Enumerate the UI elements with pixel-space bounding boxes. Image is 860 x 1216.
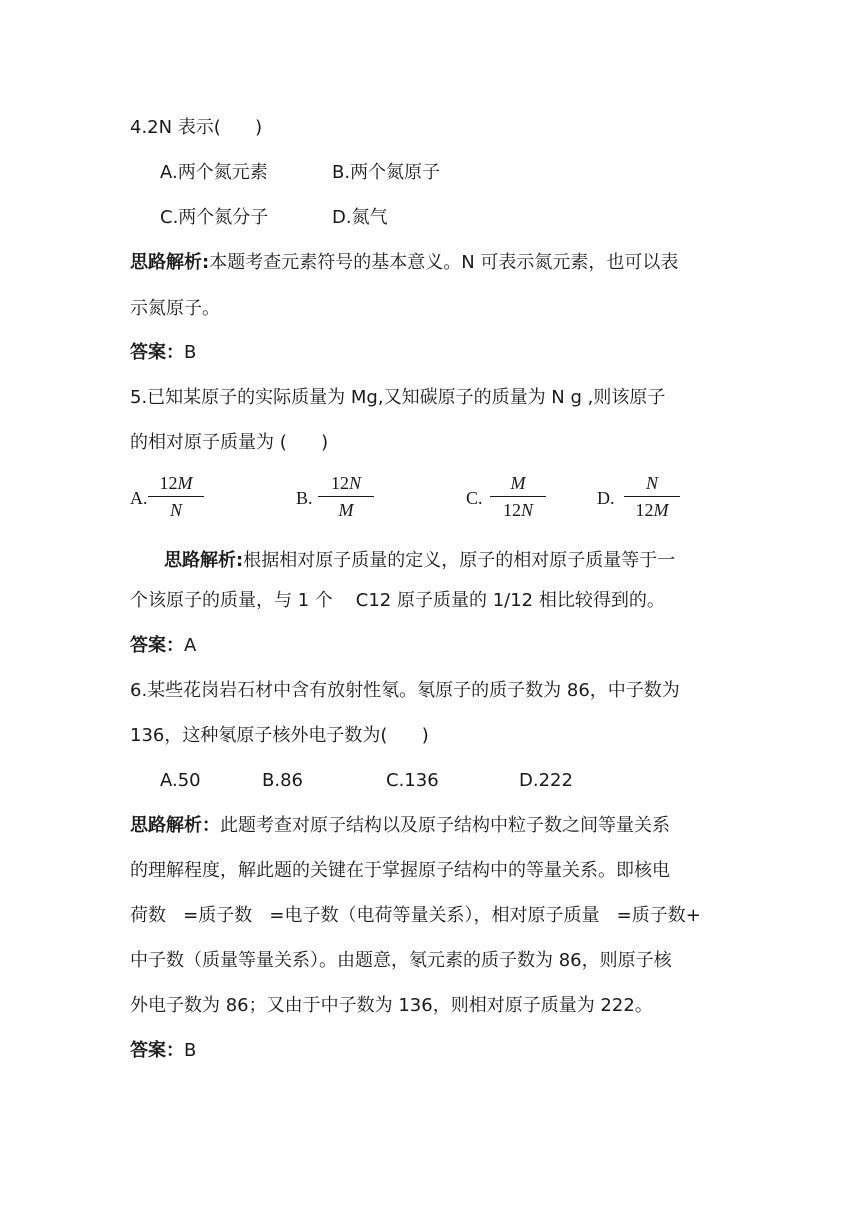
fraction-numerator: M bbox=[490, 472, 546, 497]
analysis-label: 思路解析: bbox=[130, 252, 210, 273]
q6-analysis-cont-1: 的理解程度，解此题的关键在于掌握原子结构中的等量关系。即核电 bbox=[130, 860, 670, 881]
analysis-label: 思路解析： bbox=[130, 815, 220, 836]
analysis-text: 此题考查对原子结构以及原子结构中粒子数之间等量关系 bbox=[220, 815, 670, 836]
q5-stem: 5.已知某原子的实际质量为 Mg,又知碳原子的质量为 N g ,则该原子 bbox=[130, 387, 666, 408]
q5-analysis bbox=[164, 549, 675, 573]
analysis-text: 本题考查元素符号的基本意义。N 可表示氮元素，也可以表 bbox=[209, 252, 679, 273]
q6-option-a: A.50 bbox=[160, 770, 201, 791]
q5-option-b-fraction bbox=[318, 472, 374, 521]
q6-analysis-cont-4: 外电子数为 86；又由于中子数为 136，则相对原子质量为 222。 bbox=[130, 995, 653, 1016]
answer-label: 答案： bbox=[130, 635, 184, 656]
fraction-denominator: M bbox=[338, 500, 354, 520]
q4-option-c: C.两个氮分子 bbox=[160, 207, 269, 228]
answer-value: B bbox=[184, 342, 197, 363]
q6-stem-cont: 136，这种氡原子核外电子数为( ) bbox=[130, 725, 429, 746]
fraction-denominator: 12N bbox=[502, 500, 533, 520]
q5-answer bbox=[130, 634, 196, 658]
q5-option-b-label: B. bbox=[296, 488, 313, 508]
analysis-label: 思路解析: bbox=[164, 550, 244, 571]
q6-option-b: B.86 bbox=[262, 770, 303, 791]
q5-option-d-label: D. bbox=[597, 488, 615, 508]
q5-option-d-fraction bbox=[624, 472, 680, 521]
q4-analysis-cont: 示氮原子。 bbox=[130, 298, 220, 319]
q6-stem: 6.某些花岗岩石材中含有放射性氡。氡原子的质子数为 86，中子数为 bbox=[130, 680, 680, 701]
q6-answer bbox=[130, 1039, 196, 1063]
q6-analysis-cont-3: 中子数（质量等量关系）。由题意，氡元素的质子数为 86，则原子核 bbox=[130, 950, 672, 971]
q6-analysis bbox=[130, 814, 670, 838]
q6-analysis-cont-2: 荷数 =质子数 =电子数（电荷等量关系），相对原子质量 =质子数+ bbox=[130, 905, 701, 926]
fraction-denominator: 12M bbox=[635, 500, 669, 520]
q6-option-c: C.136 bbox=[386, 770, 439, 791]
analysis-text: 根据相对原子质量的定义，原子的相对原子质量等于一 bbox=[243, 550, 676, 571]
answer-value: B bbox=[184, 1040, 197, 1061]
q5-analysis-cont: 个该原子的质量，与 1 个 C12 原子质量的 1/12 相比较得到的。 bbox=[130, 590, 665, 611]
fraction-numerator: 12N bbox=[318, 472, 374, 497]
q5-option-a-fraction bbox=[148, 472, 204, 521]
fraction-numerator: N bbox=[624, 472, 680, 497]
q6-option-d: D.222 bbox=[519, 770, 573, 791]
q4-option-d: D.氮气 bbox=[332, 207, 388, 228]
q4-stem: 4.2N 表示( ) bbox=[130, 117, 263, 138]
q5-option-a-label: A. bbox=[130, 488, 148, 508]
answer-label: 答案： bbox=[130, 342, 184, 363]
q4-analysis bbox=[130, 251, 678, 275]
q5-stem-cont: 的相对原子质量为 ( ) bbox=[130, 432, 329, 453]
answer-label: 答案： bbox=[130, 1040, 184, 1061]
fraction-denominator: N bbox=[169, 500, 182, 520]
q5-option-c-fraction bbox=[490, 472, 546, 521]
q4-option-b: B.两个氮原子 bbox=[332, 162, 441, 183]
q5-option-c-label: C. bbox=[466, 488, 483, 508]
answer-value: A bbox=[184, 635, 197, 656]
q4-option-a: A.两个氮元素 bbox=[160, 162, 268, 183]
q4-answer bbox=[130, 341, 196, 365]
fraction-numerator: 12M bbox=[148, 472, 204, 497]
